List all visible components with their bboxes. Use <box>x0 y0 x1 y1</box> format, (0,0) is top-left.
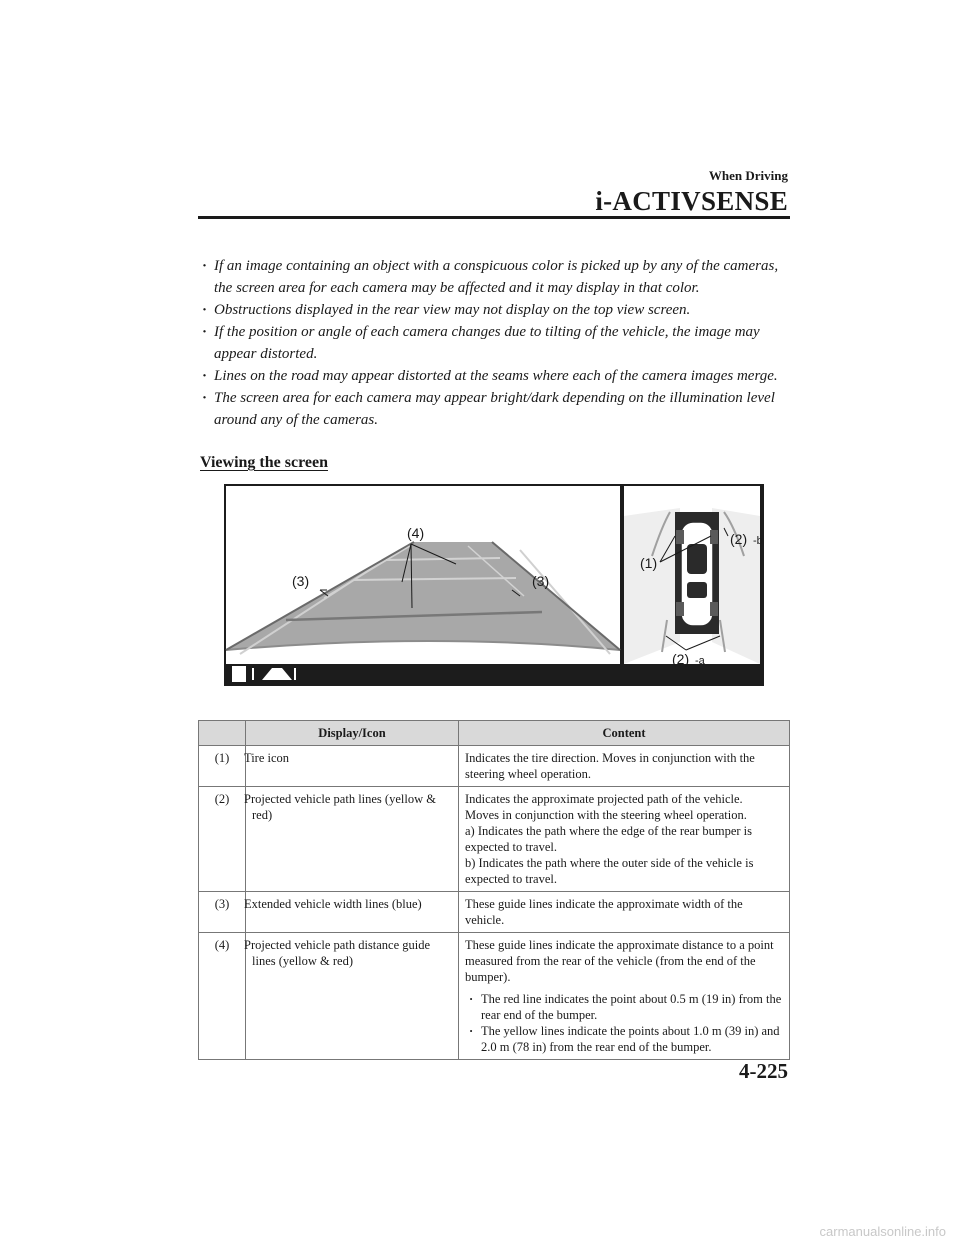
row-content <box>459 746 790 787</box>
caution-list <box>200 255 794 431</box>
row-content-text: These guide lines indicate the approximate width of the vehicle. <box>465 897 743 927</box>
section-label: When Driving <box>708 168 788 183</box>
callout-2a-suffix: -a <box>695 655 705 667</box>
row-content-text: b) Indicates the path where the outer side of the vehicle is expected to travel. <box>465 856 754 886</box>
section-title: i-ACTIVSENSE <box>595 186 788 216</box>
row-number: (1) <box>199 746 246 787</box>
callout-3-left: (3) <box>292 573 310 589</box>
row-number: (2) <box>199 787 246 892</box>
page-header <box>595 168 788 216</box>
display-icon-table <box>198 720 790 1060</box>
tire-icon <box>676 530 684 544</box>
table-header-row <box>199 721 790 746</box>
caution-item: · Obstructions displayed in the rear view may not display on the top view screen. <box>200 299 794 321</box>
row-display: Projected vehicle path lines (yellow & red) <box>246 787 459 892</box>
tire-icon <box>710 530 718 544</box>
table-row <box>199 892 790 933</box>
row-display: Extended vehicle width lines (blue) <box>246 892 459 933</box>
caution-item: · If an image containing an object with a conspicuous color is picked up by any of the cameras, the screen area for each camera may be affected and it may display in that color. <box>200 255 794 299</box>
callout-4: (4) <box>407 525 425 541</box>
caution-item: · The screen area for each camera may appear bright/dark depending on the illumination level around any of the cameras. <box>200 387 794 431</box>
table-row <box>199 933 790 1060</box>
table-row <box>199 746 790 787</box>
caution-item: · Lines on the road may appear distorted at the seams where each of the camera images merge. <box>200 365 794 387</box>
row-content <box>459 892 790 933</box>
callout-3-right: (3) <box>532 573 550 589</box>
caution-item: · If the position or angle of each camera changes due to tilting of the vehicle, the image may appear distorted. <box>200 321 794 365</box>
screen-diagram <box>224 484 764 686</box>
callout-2b-suffix: -b <box>753 535 763 547</box>
callout-2b: (2) <box>730 531 748 547</box>
table-row <box>199 787 790 892</box>
row-content-text: Indicates the approximate projected path of the vehicle. <box>465 792 743 806</box>
row-content <box>459 787 790 892</box>
table-header-content: Content <box>459 721 790 746</box>
row-content-list <box>465 991 783 1055</box>
page-number: 4-225 <box>739 1059 788 1083</box>
screen-illustration <box>224 484 764 686</box>
row-content-text: a) Indicates the path where the edge of the rear bumper is expected to travel. <box>465 824 753 854</box>
list-item: · The yellow lines indicate the points about 1.0 m (39 in) and 2.0 m (78 in) from the rear end of the bumper. <box>465 1023 783 1055</box>
row-content <box>459 933 790 1060</box>
rear-view <box>226 486 620 664</box>
watermark: carmanualsonline.info <box>819 1224 946 1239</box>
row-content-text: These guide lines indicate the approximate distance to a point measured from the rear of the vehicle (from the end of the bumper). <box>465 938 774 984</box>
subheading: Viewing the screen <box>200 454 328 471</box>
top-view <box>624 486 760 664</box>
list-item: · The red line indicates the point about 0.5 m (19 in) from the rear end of the bumper. <box>465 991 783 1023</box>
row-display: Projected vehicle path distance guide lines (yellow & red) <box>246 933 459 1060</box>
table-header-empty <box>199 721 246 746</box>
row-display: Tire icon <box>246 746 459 787</box>
row-content-text: Moves in conjunction with the steering wheel operation. <box>465 808 747 822</box>
header-rule <box>198 216 790 219</box>
row-content-text: Indicates the tire direction. Moves in conjunction with the steering wheel operation. <box>465 751 755 781</box>
table-header-display: Display/Icon <box>246 721 459 746</box>
camera-view-icon <box>232 666 246 682</box>
callout-2a: (2) <box>672 651 690 667</box>
callout-1: (1) <box>640 555 658 571</box>
row-number: (4) <box>199 933 246 1060</box>
row-number: (3) <box>199 892 246 933</box>
